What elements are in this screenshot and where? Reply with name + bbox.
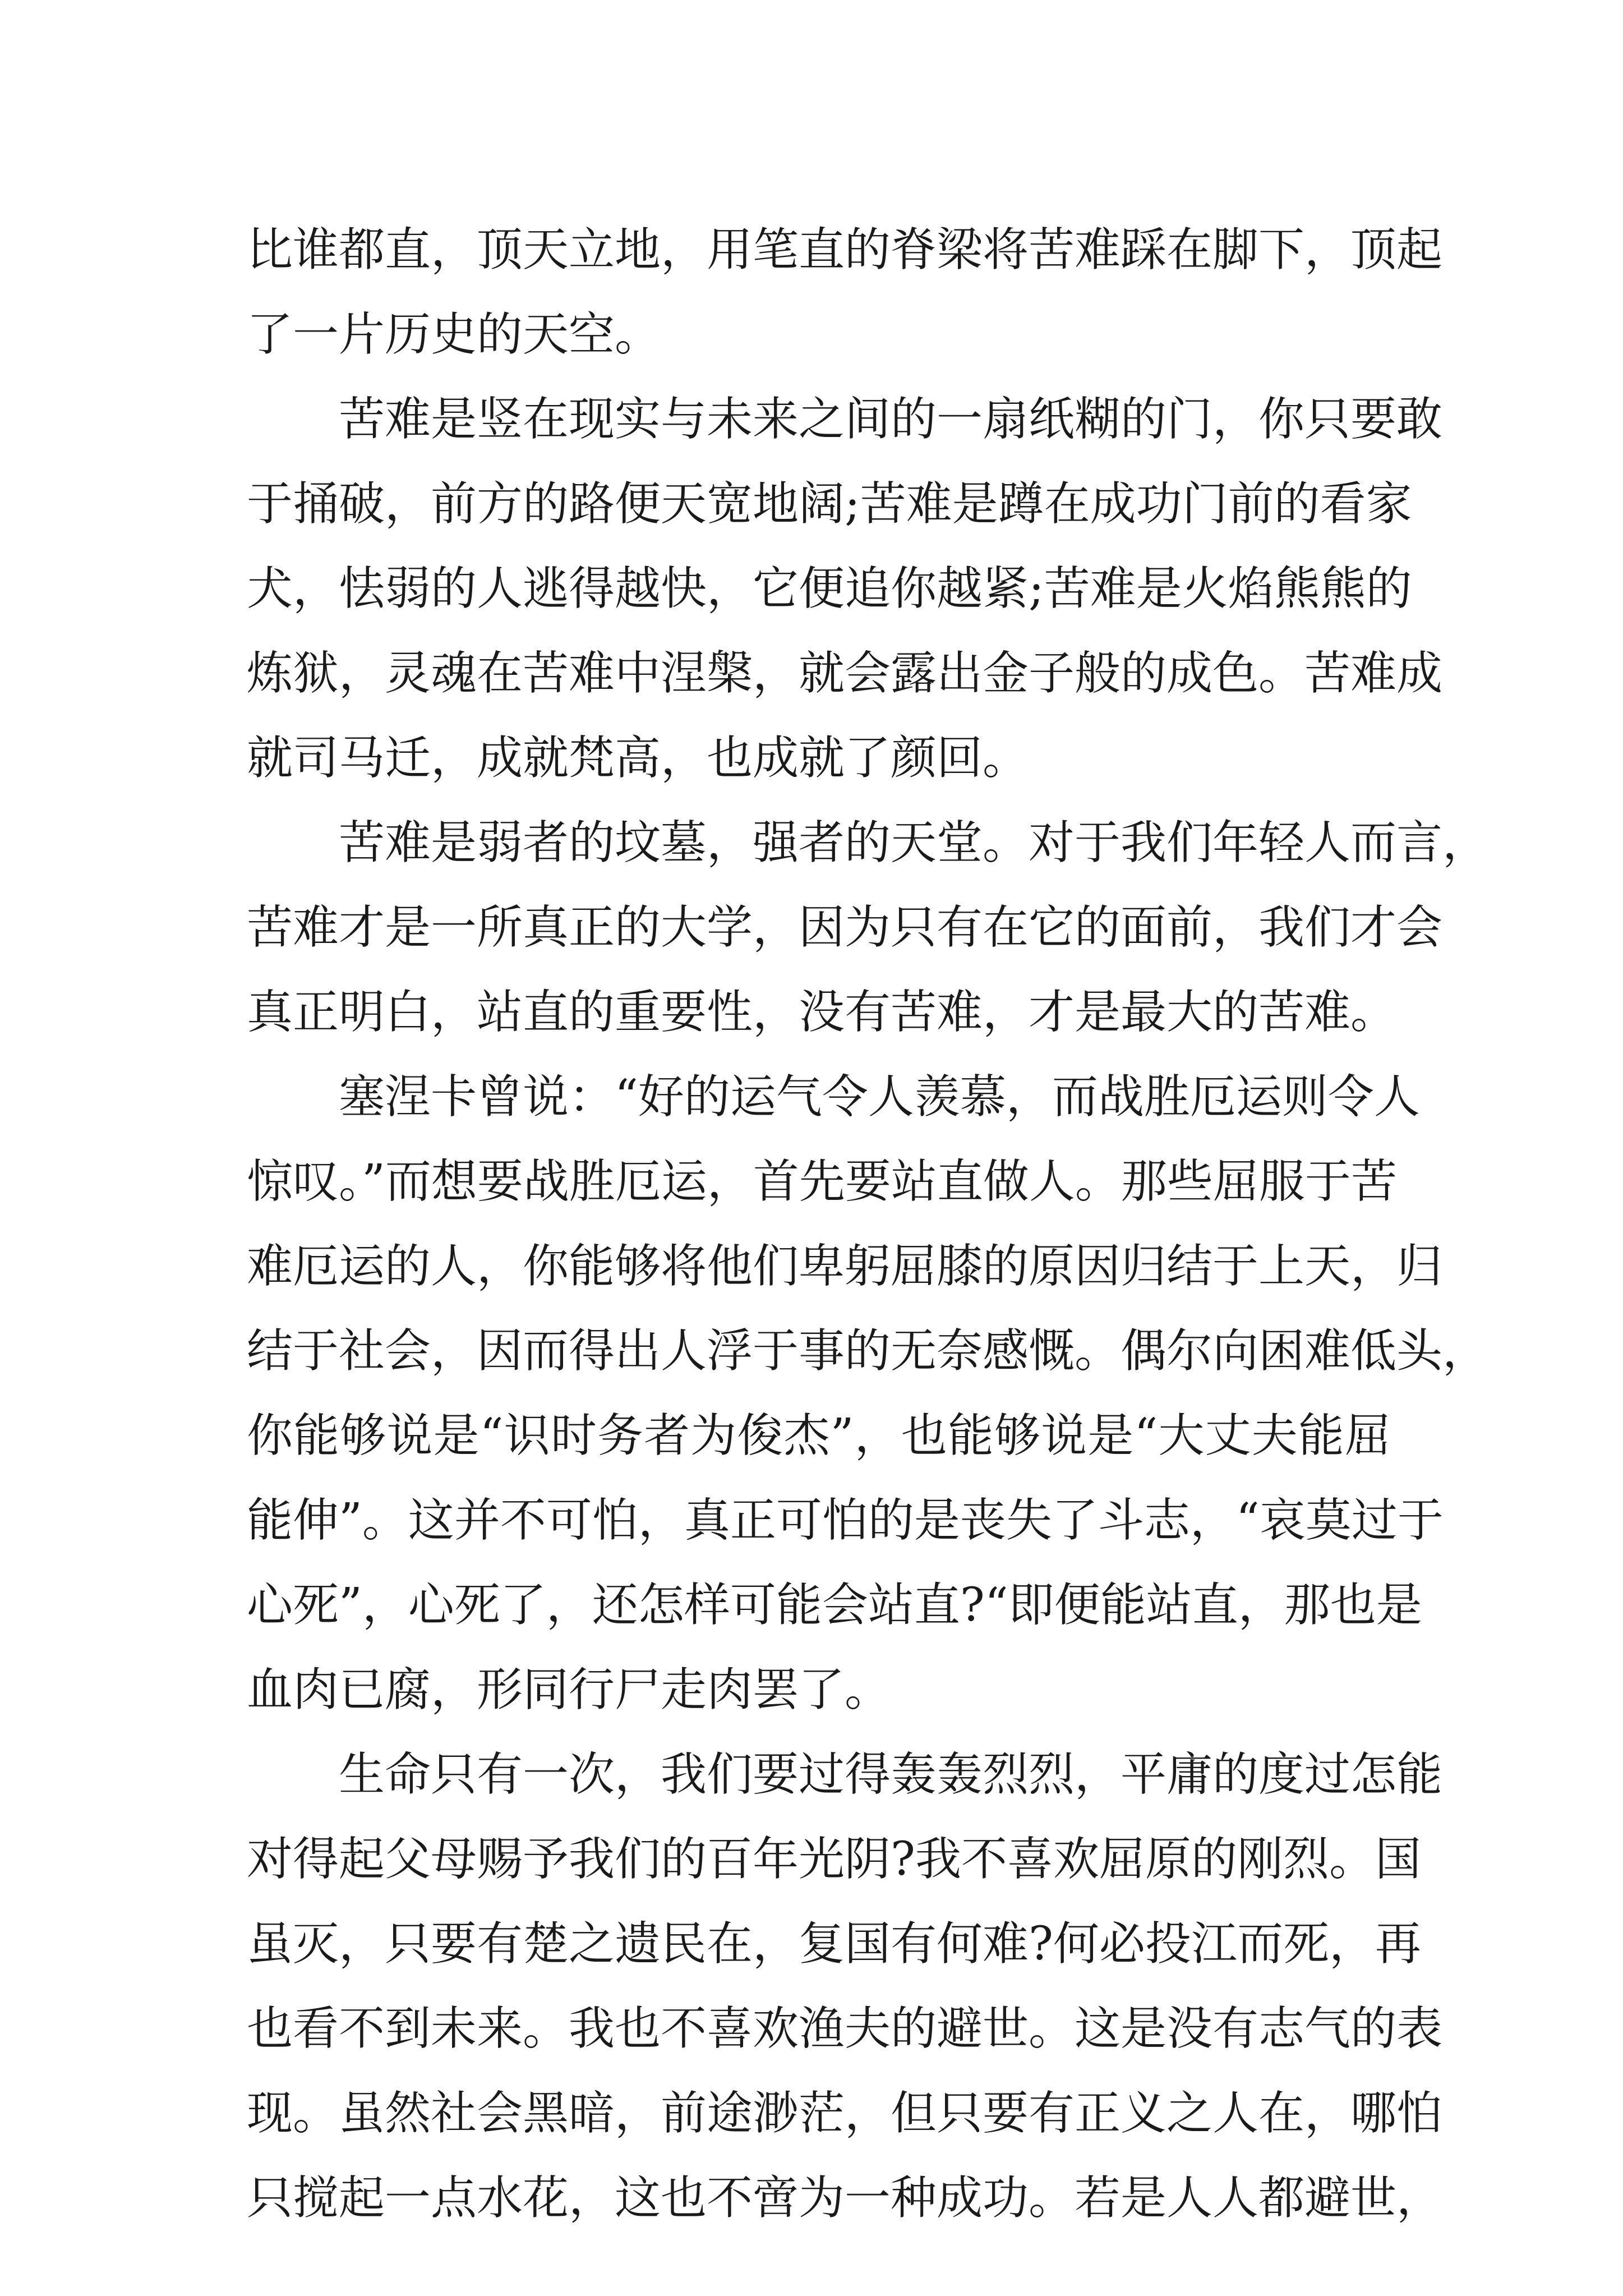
text-line: 对得起父母赐予我们的百年光阴?我不喜欢屈原的刚烈。国	[247, 1833, 1421, 1886]
text-line: 能伸”。这并不可怕，真正可怕的是丧失了斗志，“哀莫过于	[247, 1494, 1444, 1547]
text-line: 真正明白，站直的重要性，没有苦难，才是最大的苦难。	[247, 986, 1397, 1039]
text-line: 塞涅卡曾说：“好的运气令人羡慕，而战胜厄运则令人	[339, 1070, 1420, 1124]
text-line: 血肉已腐，形同行尸走肉罢了。	[247, 1663, 891, 1717]
text-line: 了一片历史的天空。	[247, 308, 661, 361]
text-line: 难厄运的人，你能够将他们卑躬屈膝的原因归结于上天，归	[247, 1240, 1443, 1293]
text-line: 生命只有一次，我们要过得轰轰烈烈，平庸的度过怎能	[339, 1748, 1443, 1801]
text-line: 就司马迁，成就梵高，也成就了颜回。	[247, 731, 1029, 785]
text-line: 于捅破，前方的路便天宽地阔;苦难是蹲在成功门前的看家	[247, 477, 1412, 531]
text-line: 结于社会，因而得出人浮于事的无奈感慨。偶尔向困难低头，	[247, 1324, 1489, 1378]
text-line: 只搅起一点水花，这也不啻为一种成功。若是人人都避世，	[247, 2171, 1443, 2225]
text-line: 虽灭，只要有楚之遗民在，复国有何难?何必投江而死，再	[247, 1917, 1421, 1971]
text-line: 苦难是竖在现实与未来之间的一扇纸糊的门，你只要敢	[339, 393, 1443, 446]
text-line: 现。虽然社会黑暗，前途渺茫，但只要有正义之人在，哪怕	[247, 2087, 1443, 2140]
text-line: 犬，怯弱的人逃得越快，它便追你越紧;苦难是火焰熊熊的	[247, 562, 1412, 615]
text-line: 你能够说是“识时务者为俊杰”，也能够说是“大丈夫能屈	[247, 1409, 1391, 1462]
text-line: 比谁都直，顶天立地，用笔直的脊梁将苦难踩在脚下，顶起	[247, 223, 1443, 277]
text-line: 苦难是弱者的坟墓，强者的天堂。对于我们年轻人而言，	[339, 816, 1489, 869]
text-line: 心死”，心死了，还怎样可能会站直?“即便能站直，那也是	[247, 1579, 1422, 1632]
text-line: 也看不到未来。我也不喜欢渔夫的避世。这是没有志气的表	[247, 2002, 1443, 2055]
text-line: 惊叹。”而想要战胜厄运，首先要站直做人。那些屈服于苦	[247, 1155, 1397, 1208]
document-body	[247, 208, 1489, 2240]
text-line: 苦难才是一所真正的大学，因为只有在它的面前，我们才会	[247, 901, 1443, 954]
text-line: 炼狱，灵魂在苦难中涅槃，就会露出金子般的成色。苦难成	[247, 647, 1443, 700]
